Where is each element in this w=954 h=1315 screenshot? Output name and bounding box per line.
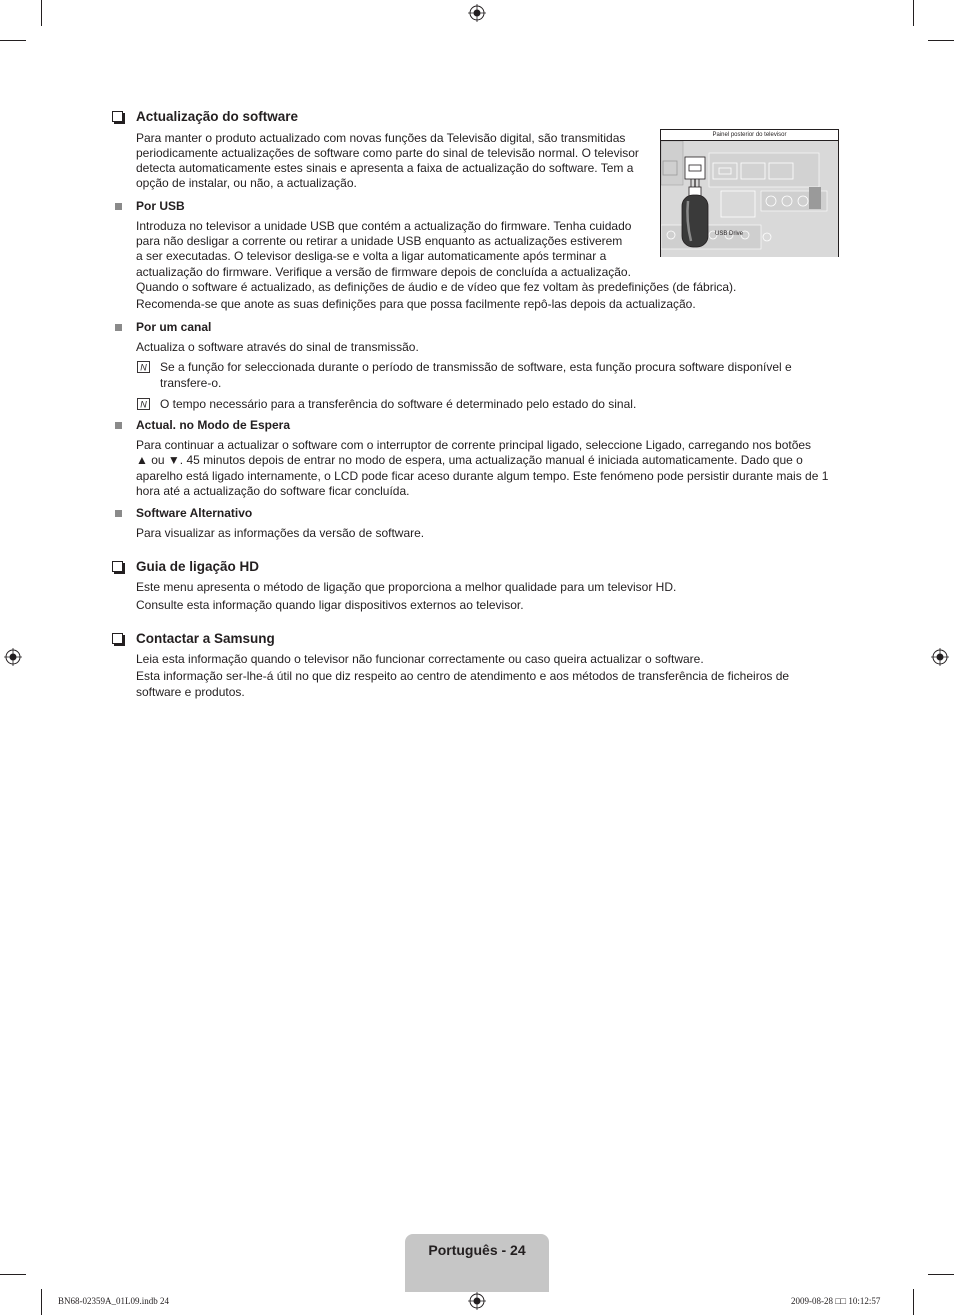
crop-mark xyxy=(0,40,26,41)
text-line: Este menu apresenta o método de ligação que proporciona a melhor qualidade para um televisor HD. xyxy=(136,580,677,594)
print-slug-right: 2009-08-28 □□ 10:12:57 xyxy=(791,1296,881,1306)
bullet-square-icon xyxy=(115,324,122,331)
section-title-software: Actualização do software xyxy=(136,109,299,124)
registration-mark-icon xyxy=(931,648,949,666)
crop-mark xyxy=(928,1274,954,1275)
alternative-description: Para visualizar as informações da versão de software. xyxy=(136,526,425,540)
text-line: hora até a actualização do software ficar concluída. xyxy=(136,484,410,498)
text-line: detecta automaticamente estes sinais e apresenta a faixa de actualização do software. Tem a xyxy=(136,161,634,175)
subsection-title-standby: Actual. no Modo de Espera xyxy=(136,418,291,432)
section-checkbox-icon xyxy=(112,633,123,644)
crop-mark xyxy=(41,0,42,26)
subsection-title-channel: Por um canal xyxy=(136,320,212,334)
note-icon xyxy=(137,398,150,410)
text-line: Introduza no televisor a unidade USB que contém a actualização do firmware. Tenha cuidado xyxy=(136,219,632,233)
crop-mark xyxy=(41,1289,42,1315)
text-line: a ser executadas. O televisor desliga-se e volta a ligar automaticamente após terminar a xyxy=(136,249,607,263)
text-line: Quando o software é actualizado, as definições de áudio e de vídeo que fez voltam às predefinições (de fábrica). xyxy=(136,280,737,294)
channel-description: Actualiza o software através do sinal de transmissão. xyxy=(136,340,419,354)
text-line: Consulte esta informação quando ligar dispositivos externos ao televisor. xyxy=(136,598,524,612)
svg-text:N: N xyxy=(140,399,147,410)
registration-mark-icon xyxy=(468,1292,486,1310)
bullet-square-icon xyxy=(115,203,122,210)
text-line: software e produtos. xyxy=(136,685,245,699)
figure-caption: Painel posterior do televisor xyxy=(661,130,838,141)
print-slug-left: BN68-02359A_01L09.indb 24 xyxy=(58,1296,169,1306)
crop-mark xyxy=(928,40,954,41)
svg-text:N: N xyxy=(140,362,147,373)
bullet-square-icon xyxy=(115,510,122,517)
section-checkbox-icon xyxy=(112,561,123,572)
text-line: Leia esta informação quando o televisor não funcionar correctamente ou caso queira actualizar o software. xyxy=(136,652,704,666)
text-line: Recomenda-se que anote as suas definições para que possa facilmente repô-las depois da actualização. xyxy=(136,297,696,311)
text-line: Para manter o produto actualizado com novas funções da Televisão digital, são transmitidas xyxy=(136,131,626,145)
registration-mark-icon xyxy=(468,4,486,22)
note-icon xyxy=(137,361,150,373)
section-title-samsung: Contactar a Samsung xyxy=(136,631,275,646)
text-line: periodicamente actualizações de software como parte do sinal de televisão normal. O televisor xyxy=(136,146,639,160)
subsection-title-usb: Por USB xyxy=(136,199,185,213)
section-checkbox-icon xyxy=(112,111,123,122)
text-line: Para continuar a actualizar o software com o interruptor de corrente principal ligado, seleccione Ligado, carregando nos botões xyxy=(136,438,812,452)
subsection-title-alternative: Software Alternativo xyxy=(136,506,253,520)
usb-drive-label: USB Drive xyxy=(715,231,744,237)
note-text: transfere-o. xyxy=(160,376,222,390)
crop-mark xyxy=(0,1274,26,1275)
crop-mark xyxy=(913,1289,914,1315)
crop-mark xyxy=(913,0,914,26)
section-title-hd: Guia de ligação HD xyxy=(136,559,260,574)
note-text: Se a função for seleccionada durante o período de transmissão de software, esta função procura software disponível e xyxy=(160,360,792,374)
text-line: opção de instalar, ou não, a actualização. xyxy=(136,176,357,190)
bullet-square-icon xyxy=(115,422,122,429)
text-line: aparelho está ligado internamente, o LCD pode ficar aceso durante algum tempo. Este fenómeno pode persistir durante mais de 1 xyxy=(136,469,829,483)
page-number-label: Português - 24 xyxy=(428,1242,526,1258)
registration-mark-icon xyxy=(4,648,22,666)
tv-rear-panel-figure xyxy=(660,129,839,257)
tv-rear-panel-illustration xyxy=(661,141,838,257)
note-text: O tempo necessário para a transferência do software é determinado pelo estado do sinal. xyxy=(160,397,637,411)
text-line: actualização do firmware. Verifique a versão de firmware depois de concluída a actualização. xyxy=(136,265,631,279)
text-line: ▲ ou ▼. 45 minutos depois de entrar no modo de espera, uma actualização manual é iniciada automaticamente. Dado que o xyxy=(136,453,803,467)
text-line: Esta informação ser-lhe-á útil no que diz respeito ao centro de atendimento e aos métodos de transferência de ficheiros de xyxy=(136,669,790,683)
text-line: para não desligar a corrente ou retirar a unidade USB enquanto as actualizações estiverem xyxy=(136,234,623,248)
